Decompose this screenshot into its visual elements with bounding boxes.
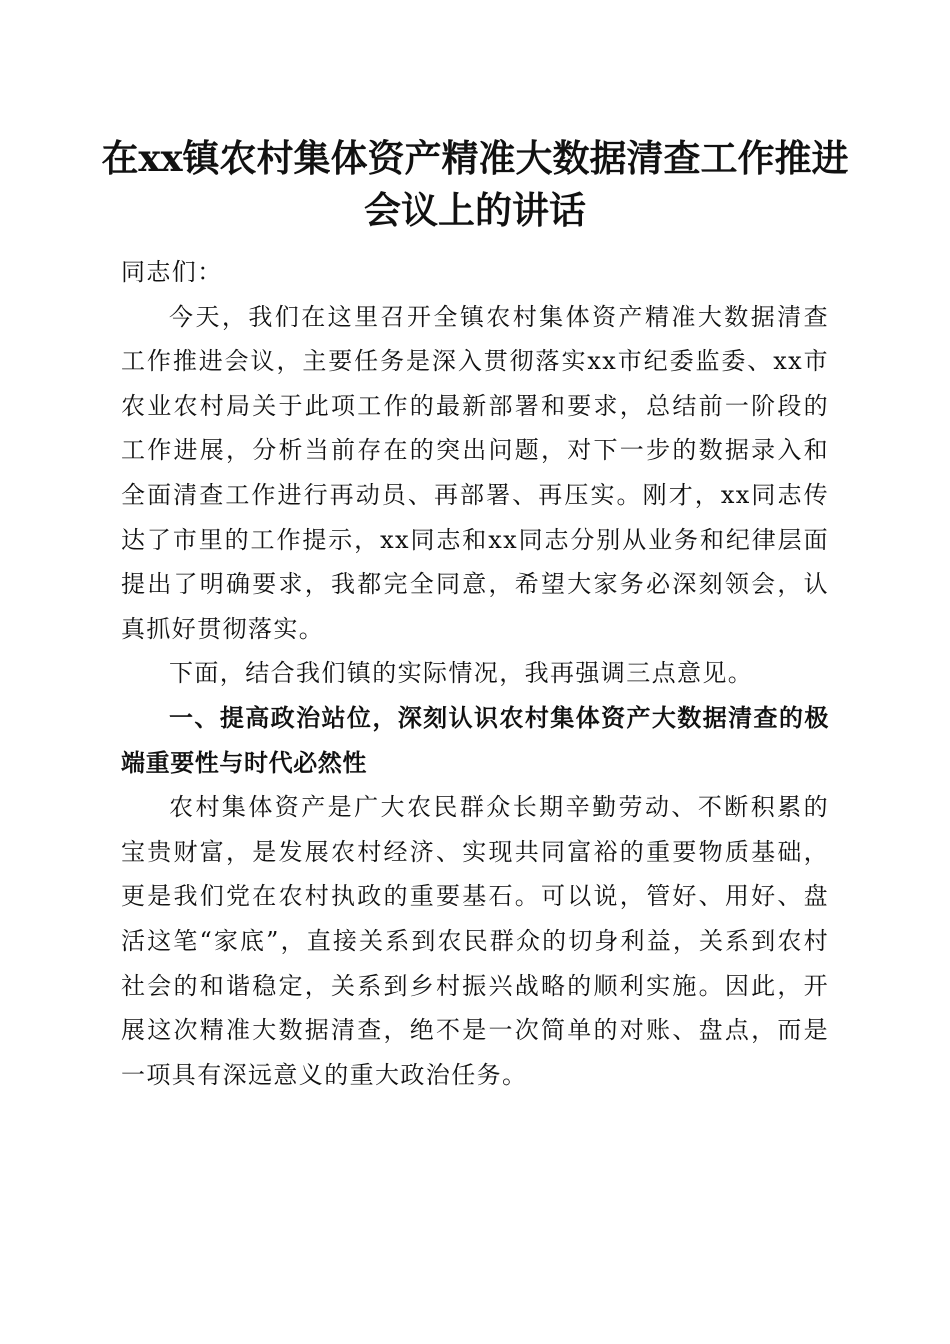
section-1-paragraph: 农村集体资产是广大农民群众长期辛勤劳动、不断积累的宝贵财富，是发展农村经济、实现共同富裕的重要物质基础，更是我们党在农村执政的重要基石。可以说，管好、用好、盘活这笔“家底”，直接关系到农民群众的切身利益，关系到农村社会的和谐稳定，关系到乡村振兴战略的顺利实施。因此，开展这次精准大数据清查，绝不是一次简单的对账、盘点，而是一项具有深远意义的重大政治任务。 — [121, 793, 829, 1089]
transition-paragraph: 下面，结合我们镇的实际情况，我再强调三点意见。 — [169, 659, 754, 688]
salutation: 同志们： — [121, 258, 223, 286]
intro-paragraph: 今天，我们在这里召开全镇农村集体资产精准大数据清查工作推进会议，主要任务是深入贯彻落实xx市纪委监委、xx市农业农村局关于此项工作的最新部署和要求，总结前一阶段的工作进展，分析当前存在的突出问题，对下一步的数据录入和全面清查工作进行再动员、再部署、再压实。刚才，xx同志传达了市里的工作提示，xx同志和xx同志分别从业务和纪律层面提出了明确要求，我都完全同意，希望大家务必深刻领会，认真抓好贯彻落实。 — [121, 302, 829, 643]
document-body — [121, 250, 829, 1097]
section-heading-1: 一、提高政治站位，深刻认识农村集体资产大数据清查的极端重要性与时代必然性 — [121, 703, 829, 777]
document-title: 在xx镇农村集体资产精准大数据清查工作推进会议上的讲话 — [101, 136, 849, 232]
